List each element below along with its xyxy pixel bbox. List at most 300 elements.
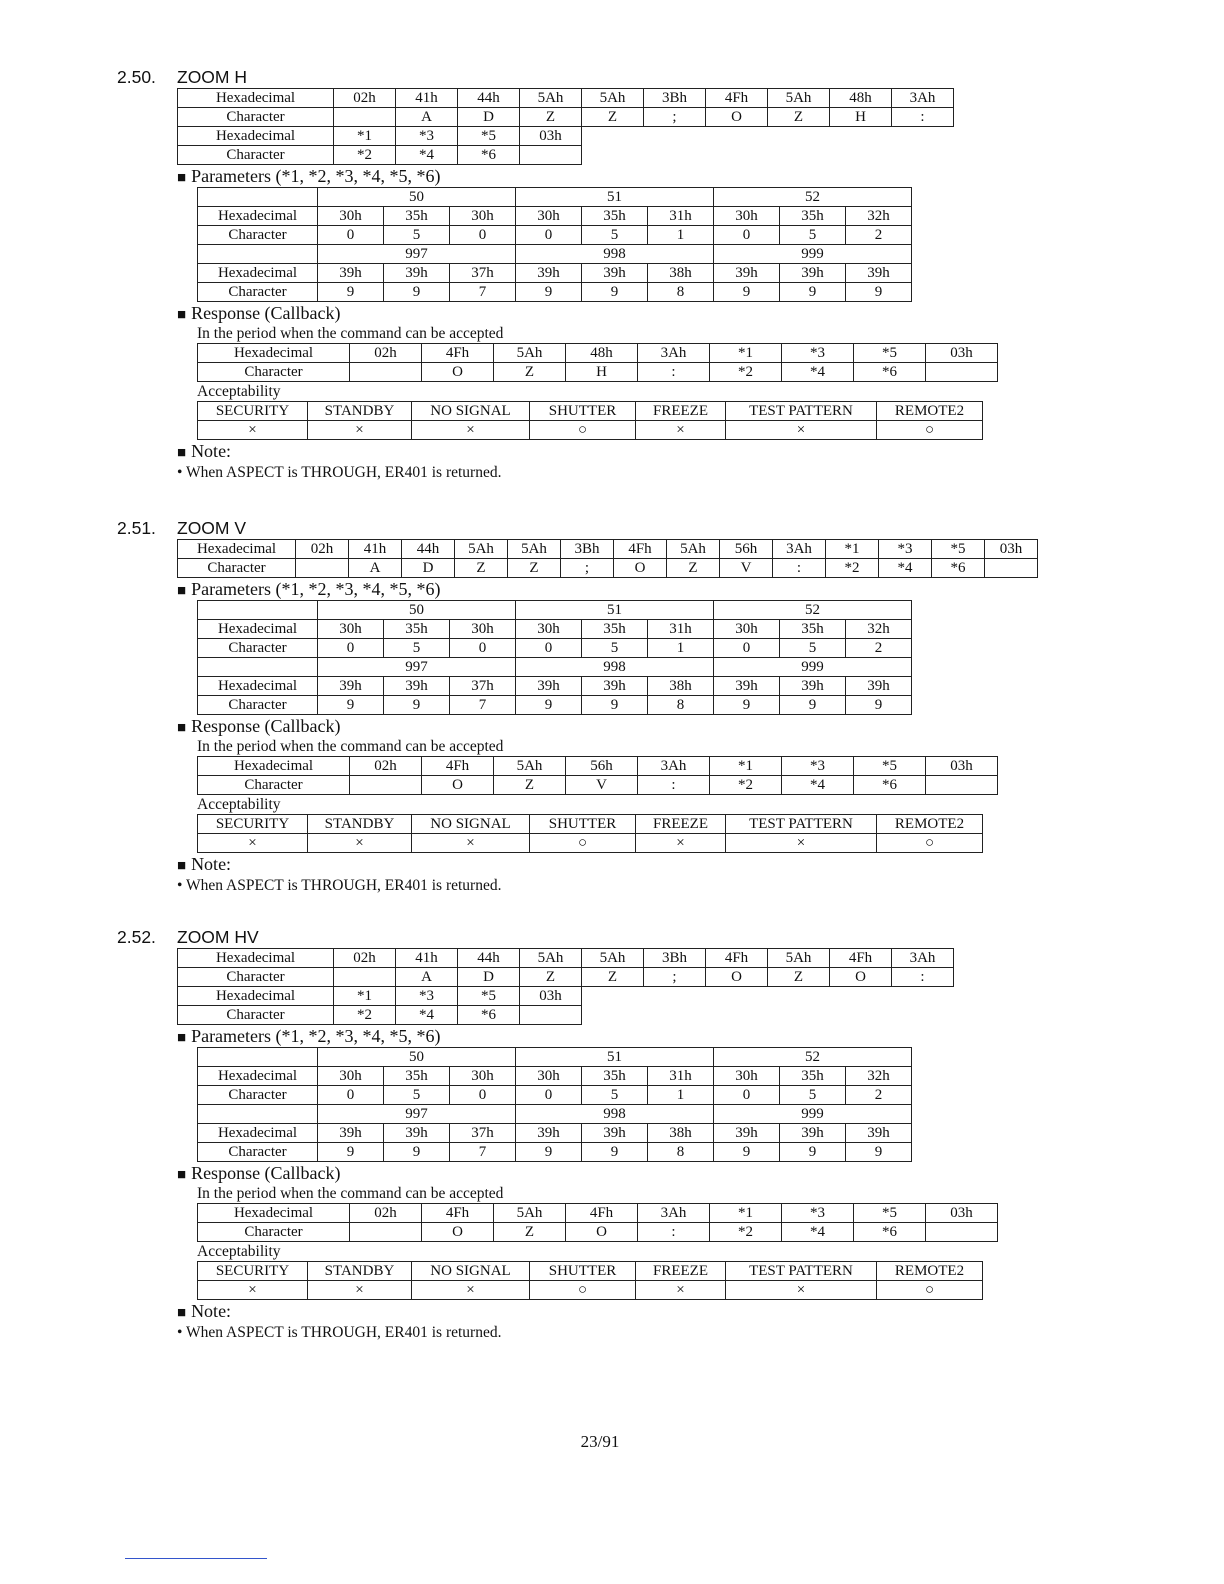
parameters-table <box>197 187 912 302</box>
response-cell: V <box>566 776 638 795</box>
command-cell: Z <box>582 108 644 127</box>
response-table <box>197 343 998 382</box>
accept-mark: × <box>308 421 412 440</box>
command-cell: *1 <box>826 540 879 559</box>
row-label: Hexadecimal <box>178 540 296 559</box>
empty-cell <box>582 1006 954 1025</box>
param-cell: 9 <box>714 283 780 302</box>
response-label: Response (Callback) <box>191 716 341 736</box>
param-cell: 5 <box>582 1086 648 1105</box>
response-char-row <box>198 776 998 795</box>
param-hex-row <box>198 677 912 696</box>
accept-mark: × <box>726 1281 877 1300</box>
accept-mark: × <box>636 834 726 853</box>
acceptability-header-row <box>198 815 983 834</box>
param-cell: 9 <box>318 283 384 302</box>
command-cell: A <box>396 968 458 987</box>
row-label: Character <box>198 696 318 715</box>
section-heading <box>117 926 1077 948</box>
response-cell: Z <box>494 1223 566 1242</box>
response-cell: 4Fh <box>422 344 494 363</box>
command-cell: *6 <box>458 146 520 165</box>
acceptability-mark-row <box>198 834 983 853</box>
row-label: Hexadecimal <box>198 344 350 363</box>
row-label: Character <box>198 283 318 302</box>
param-cell: 39h <box>516 264 582 283</box>
command-cell: 3Ah <box>773 540 826 559</box>
accept-mark: × <box>308 1281 412 1300</box>
section-heading <box>117 66 1077 88</box>
accept-header: TEST PATTERN <box>726 1262 877 1281</box>
accept-header: SHUTTER <box>530 815 636 834</box>
command-cell: *4 <box>396 1006 458 1025</box>
empty-cell <box>198 1105 318 1124</box>
param-cell: 9 <box>846 696 912 715</box>
note-text: • When ASPECT is THROUGH, ER401 is returned. <box>177 877 502 894</box>
param-cell: 9 <box>780 1143 846 1162</box>
acceptability-mark-row <box>198 421 983 440</box>
param-cell: 9 <box>582 696 648 715</box>
param-cell: 1 <box>648 1086 714 1105</box>
section-number: 2.52. <box>117 927 156 947</box>
accept-header: NO SIGNAL <box>412 1262 530 1281</box>
param-group-row <box>198 1048 912 1067</box>
command-cell: 4Fh <box>614 540 667 559</box>
param-cell: 9 <box>384 283 450 302</box>
param-cell: 5 <box>582 639 648 658</box>
param-group-row <box>198 188 912 207</box>
response-cell: : <box>638 776 710 795</box>
accept-mark: × <box>726 834 877 853</box>
param-group-label: 52 <box>714 1048 912 1067</box>
param-cell: 30h <box>450 207 516 226</box>
param-group-label: 997 <box>318 1105 516 1124</box>
response-cell: O <box>566 1223 638 1242</box>
accept-header: SECURITY <box>198 815 308 834</box>
note-text: • When ASPECT is THROUGH, ER401 is returned. <box>177 464 502 481</box>
command-cell: 03h <box>520 987 582 1006</box>
accept-header: FREEZE <box>636 1262 726 1281</box>
param-hex-row <box>198 1124 912 1143</box>
accept-header: SHUTTER <box>530 1262 636 1281</box>
empty-cell <box>198 188 318 207</box>
param-cell: 39h <box>318 1124 384 1143</box>
command-cell: 03h <box>520 127 582 146</box>
param-cell: 0 <box>450 1086 516 1105</box>
response-cell: O <box>422 363 494 382</box>
acceptability-header-row <box>198 1262 983 1281</box>
param-cell: 5 <box>384 639 450 658</box>
response-cell: 56h <box>566 757 638 776</box>
command-table <box>177 88 954 165</box>
param-cell: 5 <box>780 639 846 658</box>
acceptability-header-row <box>198 402 983 421</box>
param-cell: 9 <box>384 1143 450 1162</box>
param-group-label: 50 <box>318 1048 516 1067</box>
command-cell: *5 <box>458 987 520 1006</box>
response-cell: 03h <box>926 344 998 363</box>
param-cell: 38h <box>648 264 714 283</box>
accept-header: NO SIGNAL <box>412 402 530 421</box>
acceptability-label: Acceptability <box>197 1243 281 1260</box>
param-cell: 31h <box>648 207 714 226</box>
command-cell: *2 <box>826 559 879 578</box>
param-group-row <box>198 601 912 620</box>
accept-mark: × <box>412 834 530 853</box>
command-cell: Z <box>508 559 561 578</box>
param-cell: 39h <box>780 677 846 696</box>
param-cell: 2 <box>846 226 912 245</box>
section-title: ZOOM H <box>177 67 247 87</box>
command-cell: 02h <box>334 949 396 968</box>
page-number: 23/91 <box>580 1432 620 1451</box>
response-cell: : <box>638 363 710 382</box>
param-cell: 35h <box>780 207 846 226</box>
param-cell: 0 <box>318 1086 384 1105</box>
empty-cell <box>198 658 318 677</box>
command-cell: 3Ah <box>892 89 954 108</box>
command-cell: 48h <box>830 89 892 108</box>
row-label: Hexadecimal <box>198 207 318 226</box>
response-cell: *4 <box>782 1223 854 1242</box>
param-group-row <box>198 1105 912 1124</box>
command-cell: 41h <box>396 89 458 108</box>
param-cell: 32h <box>846 620 912 639</box>
param-cell: 39h <box>846 677 912 696</box>
response-cell: 02h <box>350 757 422 776</box>
parameters-heading <box>177 1025 1077 1047</box>
command-cell: O <box>830 968 892 987</box>
command-cell: 4Fh <box>706 949 768 968</box>
param-cell: 39h <box>846 264 912 283</box>
command-hex-row <box>178 540 1038 559</box>
param-cell: 35h <box>582 207 648 226</box>
note-heading <box>177 440 1077 462</box>
note-text: • When ASPECT is THROUGH, ER401 is returned. <box>177 1324 502 1341</box>
row-label: Character <box>178 1006 334 1025</box>
parameters-table <box>197 600 912 715</box>
param-group-label: 50 <box>318 188 516 207</box>
param-cell: 5 <box>780 1086 846 1105</box>
param-cell: 35h <box>582 1067 648 1086</box>
response-cell: 3Ah <box>638 1204 710 1223</box>
param-group-label: 52 <box>714 601 912 620</box>
command-cell <box>520 146 582 165</box>
empty-cell <box>582 146 954 165</box>
section-title: ZOOM V <box>177 518 247 538</box>
command-cell: 5Ah <box>520 949 582 968</box>
param-group-label: 999 <box>714 245 912 264</box>
param-cell: 9 <box>714 696 780 715</box>
response-cell <box>926 776 998 795</box>
response-cell: *1 <box>710 1204 782 1223</box>
command-char-row-2 <box>178 1006 954 1025</box>
response-cell: *6 <box>854 1223 926 1242</box>
param-cell: 37h <box>450 1124 516 1143</box>
response-cell: 4Fh <box>566 1204 638 1223</box>
param-cell: 39h <box>318 264 384 283</box>
accept-header: STANDBY <box>308 1262 412 1281</box>
parameters-label: Parameters (*1, *2, *3, *4, *5, *6) <box>191 166 441 186</box>
param-cell: 8 <box>648 283 714 302</box>
command-cell: O <box>706 968 768 987</box>
command-cell: 5Ah <box>520 89 582 108</box>
param-cell: 9 <box>780 283 846 302</box>
command-cell: 44h <box>458 949 520 968</box>
param-cell: 39h <box>582 677 648 696</box>
command-cell: *6 <box>458 1006 520 1025</box>
param-cell: 39h <box>582 264 648 283</box>
row-label: Character <box>198 226 318 245</box>
param-cell: 5 <box>582 226 648 245</box>
command-cell: 4Fh <box>830 949 892 968</box>
param-cell: 30h <box>318 620 384 639</box>
response-cell: *5 <box>854 344 926 363</box>
param-cell: 8 <box>648 1143 714 1162</box>
response-cell: 5Ah <box>494 1204 566 1223</box>
command-cell: 02h <box>334 89 396 108</box>
param-cell: 38h <box>648 677 714 696</box>
response-cell: *3 <box>782 757 854 776</box>
response-cell: 4Fh <box>422 1204 494 1223</box>
square-bullet-icon: ■ <box>177 1305 187 1321</box>
param-cell: 5 <box>780 226 846 245</box>
param-cell: 9 <box>318 696 384 715</box>
param-char-row <box>198 283 912 302</box>
param-cell: 5 <box>384 1086 450 1105</box>
response-char-row <box>198 363 998 382</box>
parameters-label: Parameters (*1, *2, *3, *4, *5, *6) <box>191 579 441 599</box>
param-cell: 30h <box>714 620 780 639</box>
square-bullet-icon: ■ <box>177 445 187 461</box>
response-cell: 03h <box>926 757 998 776</box>
response-cell: 5Ah <box>494 757 566 776</box>
param-cell: 35h <box>582 620 648 639</box>
param-cell: 0 <box>318 639 384 658</box>
response-cell: *2 <box>710 776 782 795</box>
command-cell: *6 <box>932 559 985 578</box>
square-bullet-icon: ■ <box>177 583 187 599</box>
command-cell: O <box>706 108 768 127</box>
param-cell: 39h <box>780 1124 846 1143</box>
command-char-row <box>178 968 954 987</box>
note-label: Note: <box>191 854 232 874</box>
param-cell: 1 <box>648 226 714 245</box>
accept-mark: × <box>636 421 726 440</box>
accept-header: REMOTE2 <box>877 402 983 421</box>
square-bullet-icon: ■ <box>177 170 187 186</box>
accept-header: SHUTTER <box>530 402 636 421</box>
command-cell: *5 <box>932 540 985 559</box>
command-table <box>177 948 954 1025</box>
param-cell: 0 <box>450 226 516 245</box>
response-hex-row <box>198 1204 998 1223</box>
param-char-row <box>198 639 912 658</box>
accept-mark: ○ <box>877 421 983 440</box>
response-cell: *2 <box>710 1223 782 1242</box>
response-cell: 5Ah <box>494 344 566 363</box>
parameters-label: Parameters (*1, *2, *3, *4, *5, *6) <box>191 1026 441 1046</box>
accept-mark: × <box>308 834 412 853</box>
param-cell: 2 <box>846 1086 912 1105</box>
response-table <box>197 1203 998 1242</box>
row-label: Character <box>198 363 350 382</box>
row-label: Hexadecimal <box>198 1067 318 1086</box>
square-bullet-icon: ■ <box>177 1030 187 1046</box>
square-bullet-icon: ■ <box>177 858 187 874</box>
row-label: Character <box>198 1086 318 1105</box>
param-cell: 30h <box>516 1067 582 1086</box>
param-group-label: 997 <box>318 245 516 264</box>
param-cell: 9 <box>714 1143 780 1162</box>
param-char-row <box>198 1086 912 1105</box>
param-cell: 39h <box>582 1124 648 1143</box>
note-heading <box>177 1300 1077 1322</box>
param-group-label: 998 <box>516 658 714 677</box>
param-hex-row <box>198 620 912 639</box>
command-cell: V <box>720 559 773 578</box>
command-cell: 44h <box>458 89 520 108</box>
command-cell: ; <box>644 108 706 127</box>
command-cell: 41h <box>396 949 458 968</box>
section-number: 2.51. <box>117 518 156 538</box>
param-cell: 30h <box>516 207 582 226</box>
command-cell: 5Ah <box>455 540 508 559</box>
period-text: In the period when the command can be accepted <box>197 325 504 342</box>
param-cell: 9 <box>384 696 450 715</box>
accept-header: SECURITY <box>198 402 308 421</box>
accept-mark: × <box>198 1281 308 1300</box>
accept-header: STANDBY <box>308 402 412 421</box>
accept-mark: × <box>636 1281 726 1300</box>
row-label: Character <box>198 1143 318 1162</box>
response-cell: 3Ah <box>638 757 710 776</box>
param-cell: 30h <box>318 207 384 226</box>
param-cell: 35h <box>384 620 450 639</box>
response-hex-row <box>198 344 998 363</box>
command-cell: 56h <box>720 540 773 559</box>
section-zoom-hv <box>117 926 1077 1343</box>
row-label: Character <box>178 108 334 127</box>
response-cell: Z <box>494 776 566 795</box>
command-cell: Z <box>520 968 582 987</box>
accept-mark: × <box>412 1281 530 1300</box>
accept-mark: ○ <box>530 834 636 853</box>
command-hex-row-2 <box>178 127 954 146</box>
command-cell: *2 <box>334 146 396 165</box>
accept-mark: × <box>198 421 308 440</box>
response-cell: *1 <box>710 757 782 776</box>
param-cell: 9 <box>516 283 582 302</box>
param-cell: 0 <box>516 639 582 658</box>
param-cell: 39h <box>516 677 582 696</box>
param-cell: 9 <box>846 1143 912 1162</box>
param-cell: 31h <box>648 1067 714 1086</box>
command-cell <box>334 968 396 987</box>
command-cell: 3Ah <box>892 949 954 968</box>
command-cell: 5Ah <box>582 89 644 108</box>
command-cell: D <box>402 559 455 578</box>
param-cell: 9 <box>780 696 846 715</box>
section-number: 2.50. <box>117 67 156 87</box>
command-cell: 3Bh <box>644 89 706 108</box>
command-cell: 5Ah <box>582 949 644 968</box>
row-label: Hexadecimal <box>178 89 334 108</box>
accept-mark: ○ <box>877 834 983 853</box>
command-cell <box>296 559 349 578</box>
row-label: Character <box>178 968 334 987</box>
row-label: Hexadecimal <box>198 264 318 283</box>
param-cell: 7 <box>450 283 516 302</box>
param-cell: 30h <box>714 207 780 226</box>
response-cell: 48h <box>566 344 638 363</box>
param-cell: 0 <box>714 1086 780 1105</box>
command-cell: ; <box>561 559 614 578</box>
param-cell: 9 <box>516 696 582 715</box>
response-heading <box>177 715 1077 737</box>
accept-mark: ○ <box>530 1281 636 1300</box>
empty-cell <box>582 987 954 1006</box>
response-cell <box>926 1223 998 1242</box>
param-cell: 39h <box>780 264 846 283</box>
accept-mark: × <box>412 421 530 440</box>
param-cell: 39h <box>384 1124 450 1143</box>
param-cell: 9 <box>582 1143 648 1162</box>
acceptability-table <box>197 814 983 853</box>
param-hex-row <box>198 264 912 283</box>
param-group-label: 999 <box>714 1105 912 1124</box>
row-label: Character <box>198 1223 350 1242</box>
accept-header: TEST PATTERN <box>726 815 877 834</box>
command-char-row <box>178 559 1038 578</box>
param-cell: 8 <box>648 696 714 715</box>
row-label: Character <box>198 639 318 658</box>
command-cell: 44h <box>402 540 455 559</box>
acceptability-label: Acceptability <box>197 796 281 813</box>
param-cell: 35h <box>384 207 450 226</box>
command-cell <box>334 108 396 127</box>
command-cell: 3Bh <box>561 540 614 559</box>
command-hex-row-2 <box>178 987 954 1006</box>
param-cell: 0 <box>714 639 780 658</box>
acceptability-label: Acceptability <box>197 383 281 400</box>
param-cell: 39h <box>846 1124 912 1143</box>
response-cell: O <box>422 776 494 795</box>
response-heading <box>177 302 1077 324</box>
param-cell: 30h <box>450 620 516 639</box>
empty-cell <box>198 245 318 264</box>
param-cell: 39h <box>318 677 384 696</box>
response-cell <box>350 776 422 795</box>
param-cell: 32h <box>846 1067 912 1086</box>
footnote-divider <box>125 1558 267 1559</box>
param-group-row <box>198 245 912 264</box>
param-group-label: 51 <box>516 1048 714 1067</box>
empty-cell <box>582 127 954 146</box>
param-group-label: 51 <box>516 188 714 207</box>
param-cell: 0 <box>516 1086 582 1105</box>
row-label: Hexadecimal <box>198 757 350 776</box>
response-table <box>197 756 998 795</box>
response-cell <box>350 1223 422 1242</box>
response-cell: *4 <box>782 776 854 795</box>
section-zoom-h <box>117 66 1077 483</box>
row-label: Hexadecimal <box>178 127 334 146</box>
accept-header: TEST PATTERN <box>726 402 877 421</box>
param-char-row <box>198 1143 912 1162</box>
note-label: Note: <box>191 1301 232 1321</box>
command-cell: Z <box>455 559 508 578</box>
